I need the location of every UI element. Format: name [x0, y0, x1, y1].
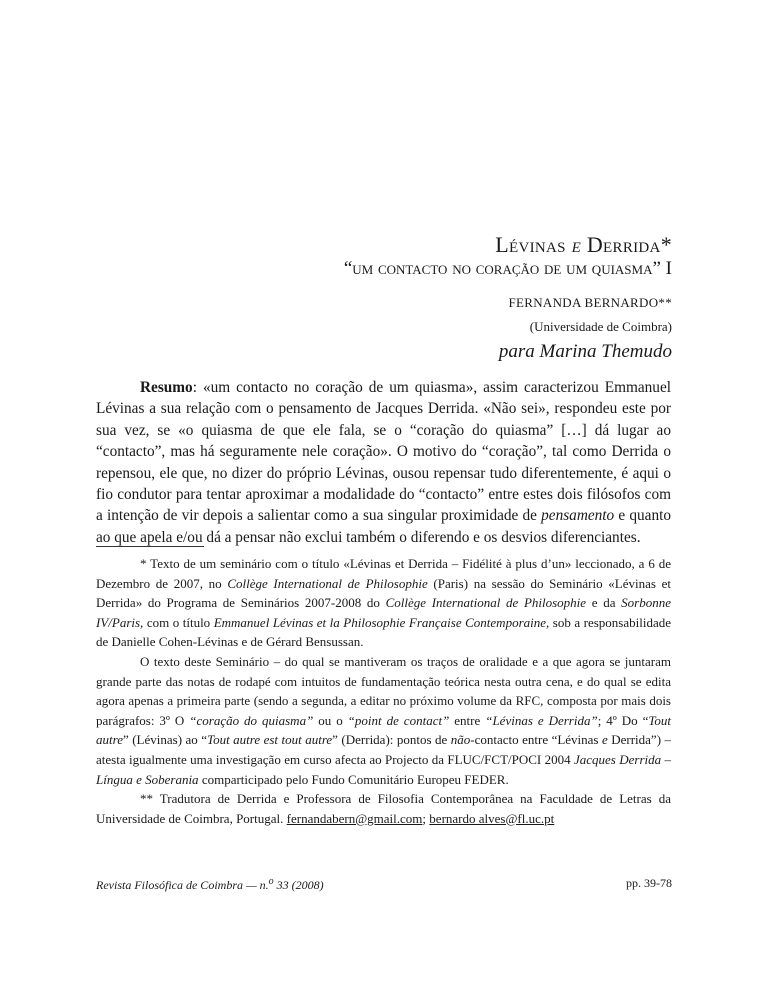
footnote-2 [96, 789, 671, 828]
fn2-text: ” (Lévinas) ao “ [122, 732, 208, 748]
email-link[interactable]: bernardo alves@fl.uc.pt [429, 810, 555, 826]
title-conjunction: e [571, 232, 582, 257]
footnote-rule [96, 546, 204, 547]
footnote-1 [96, 554, 671, 652]
journal-issue: 33 (2008) [273, 878, 324, 892]
fn2-text: -contacto entre “Lévinas [470, 732, 602, 748]
fn3-text: ** Tradutora de Derrida e Professora de Filosofia Contemporânea na Faculdade de Letras da Universidade de Coimbra, Portugal. [96, 791, 671, 826]
abstract-paragraph [96, 377, 671, 548]
fn2-text: ou o [313, 712, 348, 728]
fn2-text: entre [449, 712, 486, 728]
fn1-text: (Paris) na sessão do Seminário «Lévinas et Derrida» do Programa de Seminários 2007-2008 do [96, 575, 671, 611]
fn2-text: ” (Derrida): pontos de [332, 732, 451, 748]
fn2-italic: Jacques Derrida – Língua e Soberania [96, 751, 671, 787]
fn1-italic: Collège International de Philosophie [227, 575, 428, 591]
email-link[interactable]: fernandabern@gmail.com [286, 810, 423, 826]
abstract-label: Resumo [140, 379, 193, 396]
abstract [96, 377, 671, 548]
fn1-text: com o título [143, 614, 214, 630]
fn1-text: * Texto de um seminário com o título «Lévinas et Derrida – Fidélité à plus d’un» leccionado, a 6 de Dezembro de 2007, no [96, 556, 671, 591]
fn2-italic: “Lévinas e Derrida” [485, 712, 598, 728]
fn2-italic: e [601, 732, 608, 748]
title-part-1: Lévinas [495, 232, 572, 257]
author-affiliation: (Universidade de Coimbra) [529, 319, 672, 334]
journal-ordinal: o [268, 876, 274, 887]
fn2-italic: não [450, 732, 471, 748]
abstract-text: : «um contacto no coração de um quiasma», assim caracterizou Emmanuel Lévinas a sua relação com o pensamento de Jacques Derrida. «Não sei», respondeu este por sua vez, se «o quiasma de que ele fala, se o “coração do quiasma” […] dá lugar ao “contacto”, mas há seguramente nele coração». O motivo do “coração”, tal como Derrida o repensou, ele que, no dizer do próprio Lévinas, ousou repensar tudo diferentemente, é aqui o fio condutor para tentar aproximar a modalidade do “contacto” entre estes dois filósofos com a intenção de vir depois a salientar como a sua singular proximidade de [96, 379, 671, 525]
subtitle-numeral: I [660, 258, 672, 279]
title-part-2: Derrida [581, 232, 661, 257]
fn2-italic: Tout autre [96, 712, 672, 748]
fn2-text: O texto deste Seminário – do qual se mantiveram os traços de oralidade e a que agora se juntaram grande parte das notas de rodapé com intuitos de fundamentação teórica nesta outra cena, e do qual se edita agora apenas a primeira parte (sendo a segunda, a editar no próximo volume da RFC, composta por mais dois parágrafos: 3º O [96, 653, 671, 728]
subtitle-text: “um contacto no coração de um quiasma” [343, 258, 661, 279]
fn2-italic: “coração do quiasma” [189, 712, 314, 728]
article-subtitle [344, 258, 672, 280]
fn2-text: ; 4º Do “ [597, 712, 649, 728]
fn2-italic: Tout autre est tout autre [207, 732, 333, 748]
article-title [495, 232, 672, 258]
fn1-italic: Sorbonne IV/Paris, [96, 595, 671, 630]
abstract-italic: pensamento [541, 507, 615, 525]
fn1-text: sob a responsabilidade de Danielle Cohen-Lévinas e de Gérard Bensussan. [96, 614, 671, 650]
abstract-text-end: e quanto ao que apela e/ou dá a pensar não exclui também o diferendo e os desvios diferenciantes. [96, 507, 671, 546]
page-range: pp. 39-78 [626, 876, 672, 890]
fn2-text: Derrida”) – atesta igualmente uma investigação em curso afecta ao Projecto da FLUC/FCT/POCI 2004 [96, 732, 672, 767]
fn2-text: comparticipado pelo Fundo Comunitário Europeu FEDER. [198, 771, 509, 787]
journal-name: Revista Filosófica de Coimbra — n. [96, 878, 269, 892]
fn1-italic: Collège International de Philosophie [385, 595, 587, 611]
journal-citation [96, 876, 324, 893]
fn3-separator: ; [422, 810, 430, 826]
dedication: para Marina Themudo [498, 341, 672, 362]
fn1-italic: Emmanuel Lévinas et la Philosophie Française Contemporaine, [213, 614, 550, 630]
title-footnote-mark: * [660, 232, 672, 257]
fn1-text: e da [586, 595, 622, 611]
footnotes [96, 554, 671, 828]
author-name: FERNANDA BERNARDO** [508, 295, 672, 310]
footnote-1-continued [96, 652, 671, 789]
fn2-italic: “point de contact” [347, 712, 450, 728]
